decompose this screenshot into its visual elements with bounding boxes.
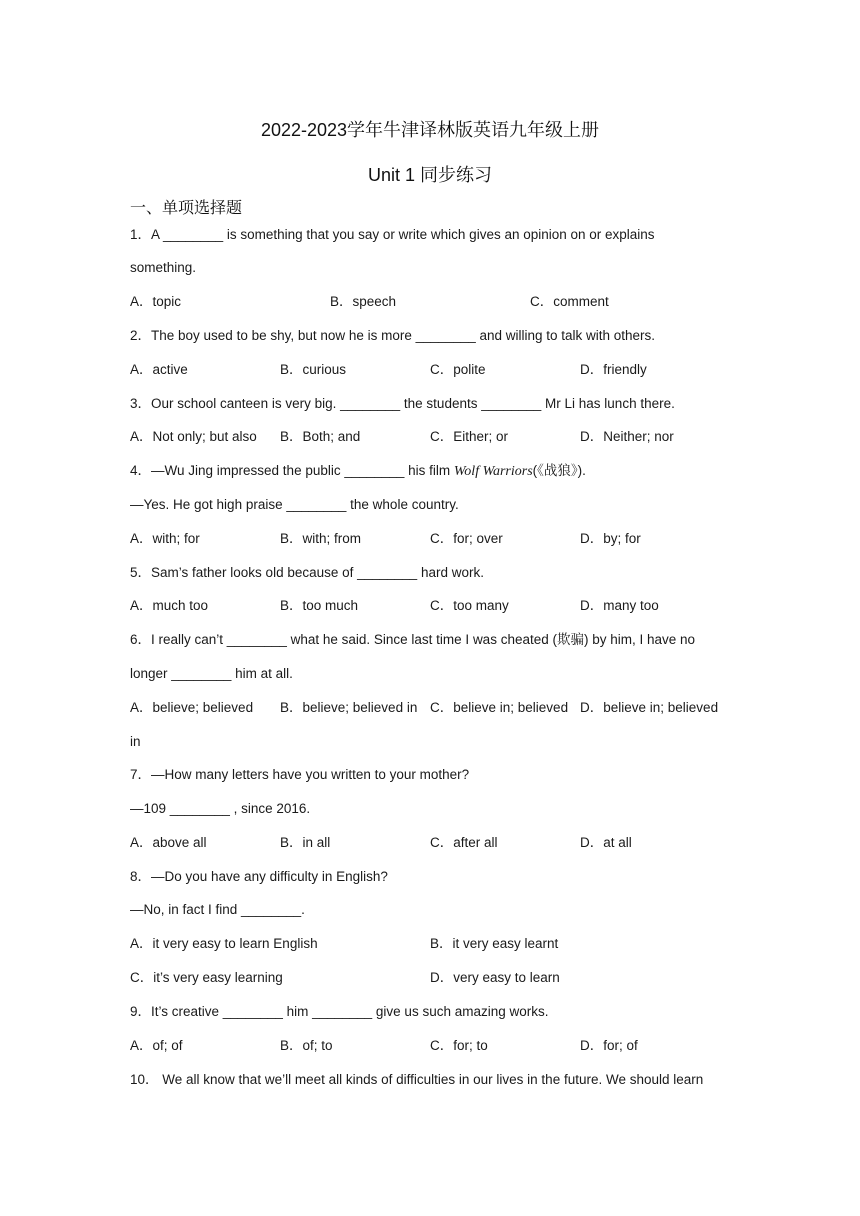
question-9-option-c: C．for; to [430, 1038, 488, 1053]
question-6-text: 6．I really can’t ________ what he said. Since last time I was cheated (欺骗) by him, I have no [130, 632, 696, 647]
question-4-text-pre: 4．—Wu Jing impressed the public ________ his film [130, 463, 454, 478]
question-4-text [130, 462, 586, 481]
document-title: 2022-2023学年牛津译林版英语九年级上册 [260, 120, 600, 140]
film-title: Wolf Warriors [453, 464, 533, 479]
question-4-option-b: B．with; from [280, 531, 362, 546]
question-2-option-c: C．polite [430, 362, 486, 377]
question-6-option-b: B．believe; believed in [280, 700, 418, 715]
question-4-option-a: A．with; for [130, 531, 200, 546]
question-4-option-d: D．by; for [580, 531, 641, 546]
question-3-option-d: D．Neither; nor [580, 429, 674, 444]
question-4-text-post: (《战狼》). [532, 463, 586, 478]
question-1-option-a: A．topic [130, 294, 182, 309]
question-3-option-a: A．Not only; but also [130, 429, 257, 444]
question-1-option-b: B．speech [330, 294, 397, 309]
question-9-option-d: D．for; of [580, 1038, 638, 1053]
question-8-option-a: A．it very easy to learn English [130, 936, 318, 951]
question-2-option-d: D．friendly [580, 362, 647, 377]
question-8-text: 8．—Do you have any difficulty in English? [130, 869, 388, 884]
question-7-option-d: D．at all [580, 835, 632, 850]
question-7-option-b: B．in all [280, 835, 331, 850]
question-1-text-cont: something. [130, 260, 197, 275]
question-7-text: 7．—How many letters have you written to your mother? [130, 767, 470, 782]
question-2-text: 2．The boy used to be shy, but now he is more ________ and willing to talk with others. [130, 328, 656, 343]
question-9-option-b: B．of; to [280, 1038, 333, 1053]
question-6-option-d: D．believe in; believed [580, 700, 719, 715]
question-7-option-c: C．after all [430, 835, 498, 850]
section-heading: 一、单项选择题 [130, 198, 243, 217]
question-4-reply: —Yes. He got high praise ________ the whole country. [130, 497, 459, 512]
question-1-text: 1．A ________ is something that you say or write which gives an opinion on or explains [130, 227, 655, 242]
question-7-reply: —109 ________ , since 2016. [130, 801, 311, 816]
question-5-option-c: C．too many [430, 598, 509, 613]
question-7-option-a: A．above all [130, 835, 207, 850]
question-6-option-d-wrap: in [130, 734, 141, 749]
question-8-option-b: B．it very easy learnt [430, 936, 559, 951]
question-5-option-b: B．too much [280, 598, 359, 613]
question-5-option-d: D．many too [580, 598, 659, 613]
question-2-option-a: A．active [130, 362, 188, 377]
question-3-option-b: B．Both; and [280, 429, 361, 444]
question-8-option-d: D．very easy to learn [430, 970, 560, 985]
document-subtitle: Unit 1 同步练习 [367, 165, 493, 185]
question-10-text: 10． We all know that we’ll meet all kinds of difficulties in our lives in the future. We should learn [130, 1072, 704, 1087]
question-3-text: 3．Our school canteen is very big. ________ the students ________ Mr Li has lunch there. [130, 396, 675, 411]
question-9-option-a: A．of; of [130, 1038, 183, 1053]
question-4-option-c: C．for; over [430, 531, 503, 546]
question-5-text: 5．Sam’s father looks old because of ________ hard work. [130, 565, 484, 580]
question-2-option-b: B．curious [280, 362, 347, 377]
question-6-text-cont: longer ________ him at all. [130, 666, 293, 681]
question-8-option-c: C．it’s very easy learning [130, 970, 283, 985]
question-9-text: 9．It’s creative ________ him ________ give us such amazing works. [130, 1004, 549, 1019]
question-8-reply: —No, in fact I find ________. [130, 902, 305, 917]
question-5-option-a: A．much too [130, 598, 209, 613]
question-6-option-a: A．believe; believed [130, 700, 254, 715]
question-3-option-c: C．Either; or [430, 429, 509, 444]
question-6-option-c: C．believe in; believed [430, 700, 569, 715]
question-1-option-c: C．comment [530, 294, 609, 309]
